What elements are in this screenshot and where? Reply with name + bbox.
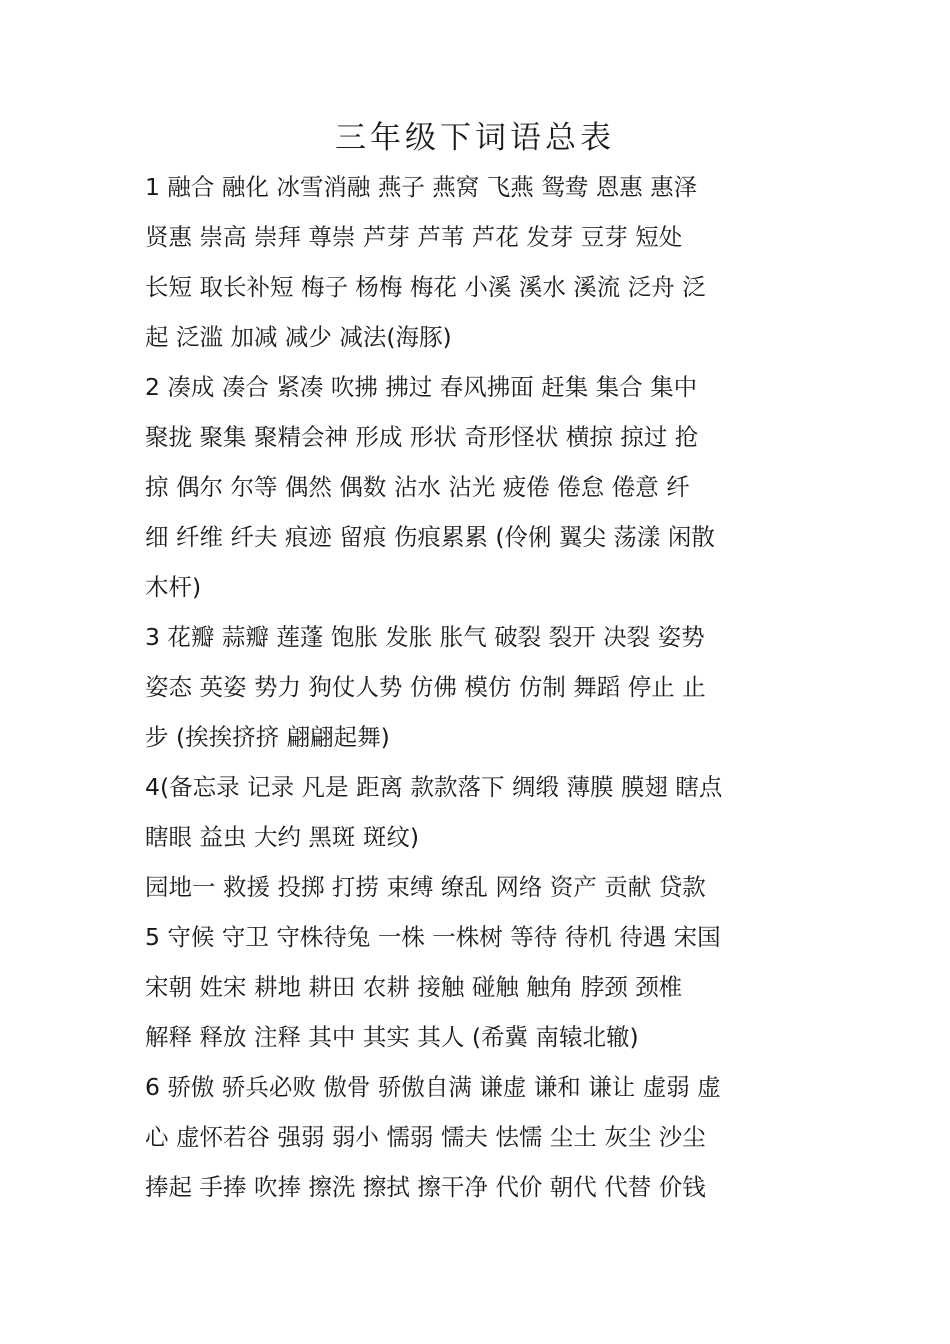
text-line: 步 (挨挨挤挤 翩翩起舞)	[145, 723, 390, 751]
text-line: 捧起 手捧 吹捧 擦洗 擦拭 擦干净 代价 朝代 代替 价钱	[145, 1173, 706, 1201]
text-line: 1 融合 融化 冰雪消融 燕子 燕窝 飞燕 鸳鸯 恩惠 惠泽	[145, 173, 698, 201]
word-list	[145, 162, 815, 1212]
text-line: 2 凑成 凑合 紧凑 吹拂 拂过 春风拂面 赶集 集合 集中	[145, 373, 698, 401]
text-line: 宋朝 姓宋 耕地 耕田 农耕 接触 碰触 触角 脖颈 颈椎	[145, 973, 683, 1001]
text-line: 园地一 救援 投掷 打捞 束缚 缭乱 网络 资产 贡献 贷款	[145, 873, 706, 901]
text-line: 解释 释放 注释 其中 其实 其人 (希冀 南辕北辙)	[145, 1023, 639, 1051]
text-line: 贤惠 崇高 崇拜 尊崇 芦芽 芦苇 芦花 发芽 豆芽 短处	[145, 223, 683, 251]
text-line: 姿态 英姿 势力 狗仗人势 仿佛 模仿 仿制 舞蹈 停止 止	[145, 673, 706, 701]
text-line: 3 花瓣 蒜瓣 莲蓬 饱胀 发胀 胀气 破裂 裂开 决裂 姿势	[145, 623, 705, 651]
page-title: 三年级下词语总表	[335, 120, 615, 156]
text-line: 心 虚怀若谷 强弱 弱小 懦弱 懦夫 怯懦 尘土 灰尘 沙尘	[145, 1123, 706, 1151]
text-line: 木杆)	[145, 573, 202, 601]
text-line: 6 骄傲 骄兵必败 傲骨 骄傲自满 谦虚 谦和 谦让 虚弱 虚	[145, 1073, 721, 1101]
text-line: 聚拢 聚集 聚精会神 形成 形状 奇形怪状 横掠 掠过 抢	[145, 423, 699, 451]
text-line: 起 泛滥 加减 减少 减法(海豚)	[145, 323, 452, 351]
text-line: 掠 偶尔 尔等 偶然 偶数 沾水 沾光 疲倦 倦怠 倦意 纤	[145, 473, 690, 501]
text-line: 细 纤维 纤夫 痕迹 留痕 伤痕累累 (伶俐 翼尖 荡漾 闲散	[145, 523, 715, 551]
text-line: 长短 取长补短 梅子 杨梅 梅花 小溪 溪水 溪流 泛舟 泛	[145, 273, 706, 301]
text-line: 5 守候 守卫 守株待兔 一株 一株树 等待 待机 待遇 宋国	[145, 923, 721, 951]
text-line: 4(备忘录 记录 凡是 距离 款款落下 绸缎 薄膜 膜翅 瞎点	[145, 773, 723, 801]
text-line: 瞎眼 益虫 大约 黑斑 斑纹)	[145, 823, 420, 851]
